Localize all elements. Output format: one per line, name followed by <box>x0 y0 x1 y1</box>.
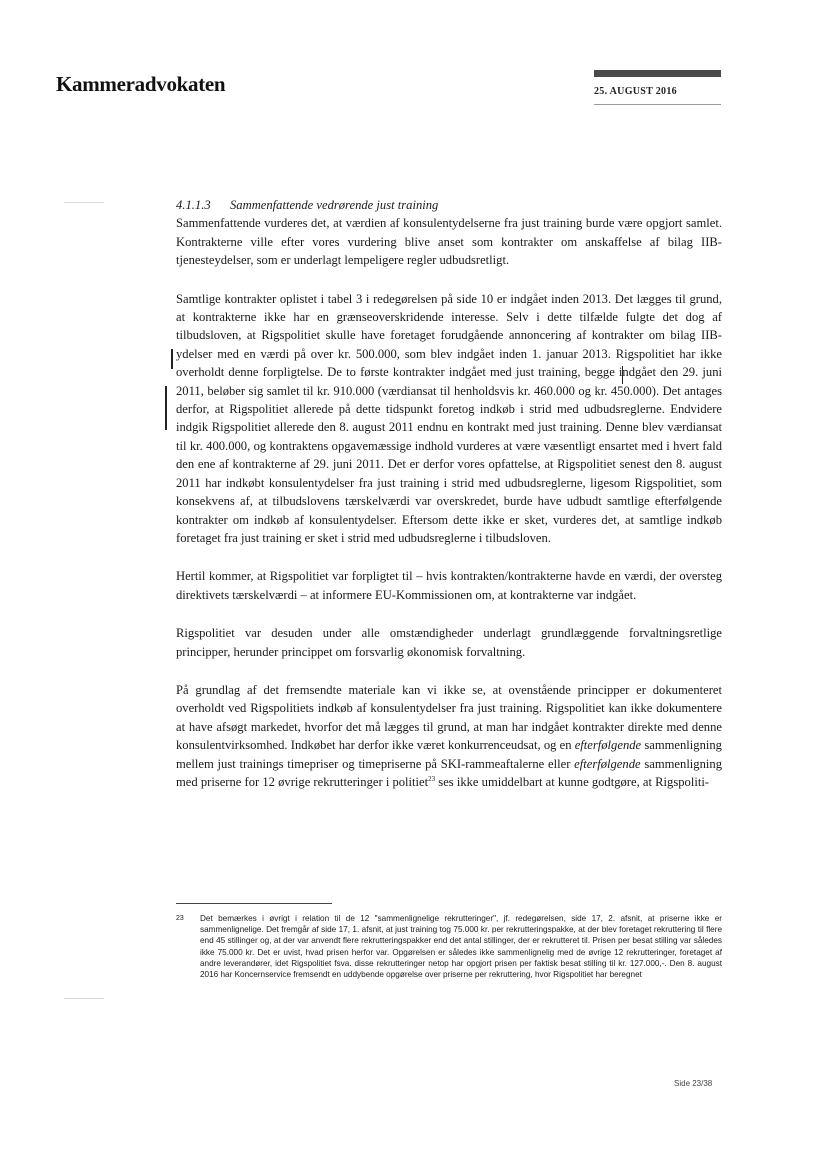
paragraph-principles: Rigspolitiet var desuden under alle omstændigheder underlagt grundlæggende forvaltningsretlige principper, herunder princippet om forsvarlig økonomisk forvaltning. <box>176 626 722 659</box>
page-number: Side 23/38 <box>674 1079 713 1088</box>
section-title: Sammenfattende vedrørende just training <box>230 198 439 212</box>
paragraph-contracts: Samtlige kontrakter oplistet i tabel 3 i redegørelsen på side 10 er indgået inden 2013. Det lægges til grund, at kontrakterne ikke har en grænseoverskridende interesse. Selv i dette tilfælde fulgte det dog af tilbudsloven, at Rigspolitiet skulle have foretaget forudgående annoncering af kontrakter om bilag IIB-ydelser med en værdi på over kr. 500.000, som blev indgået inden 1. januar 2013. Rigspolitiet har ikke overholdt denne forpligtelse. De to første kontrakter indgået med just training, begge indgået den 29. juni 2011, beløber sig samlet til kr. 910.000 (værdiansat til henholdsvis kr. 460.000 og kr. 450.000). Det antages derfor, at Rigspolitiet allerede på dette tidspunkt foretog indkøb i strid med udbudsreglerne. Endvidere indgik Rigspolitiet allerede den 8. august 2011 endnu en kontrakt med just training. Denne blev værdiansat til kr. 400.000, og kontraktens opgavemæssige indhold vurderes at være væsentligt ensartet med i hvert fald den ene af kontrakterne af 29. juni 2011. Det er derfor vores opfattelse, at Rigspolitiet senest den 8. august 2011 har indkøbt konsulentydelser fra just training i strid med udbudsreglerne, ligesom Rigspolitiet, som konsekvens af, at tilbudslovens tærskelværdi var overskredet, burde have udbudt samtlige efterfølgende kontrakter om indkøb af konsulentydelser. Eftersom dette ikke er sket, vurderes det, at samtlige indkøb foretaget fra just training er sket i strid med udbudsreglerne i tilbudsloven. <box>176 291 722 545</box>
footnote-rule <box>176 903 332 904</box>
header-rule <box>594 104 721 105</box>
header-date-bar <box>594 70 721 77</box>
change-bar <box>165 386 167 430</box>
paragraph-eu-commission: Hertil kommer, at Rigspolitiet var forpligtet til – hvis kontrakten/kontrakterne havde en værdi, der oversteg direktivets tærskelværdi – at informere EU-Kommissionen om, at kontrakterne var indgået. <box>176 569 722 602</box>
section-number: 4.1.1.3 <box>176 198 211 212</box>
text-run: sammenligning med priserne for 12 øvrige rekrutteringer i politiet <box>176 756 722 789</box>
main-content <box>176 196 722 811</box>
margin-mark <box>64 998 104 999</box>
header-date: 25. AUGUST 2016 <box>594 86 677 97</box>
margin-mark <box>64 202 104 203</box>
section-heading <box>176 196 722 214</box>
kammeradvokaten-logo: Kammeradvokaten <box>56 72 226 96</box>
emphasis: efterfølgende <box>574 738 642 753</box>
paragraph-conclusion <box>176 681 722 791</box>
emphasis: efterfølgende <box>574 756 641 771</box>
footnote <box>176 913 722 980</box>
paragraph-summary: Sammenfattende vurderes det, at værdien af konsulentydelserne fra just training burde være opgjort samlet. Kontrakterne ville efter vores vurdering blive anset som kontrakter om anskaffelse af bilag IIB-tjenesteydelser, som er underlagt lempeligere regler udbudsretligt. <box>176 216 722 268</box>
footnote-number: 23 <box>176 915 184 922</box>
footnote-reference[interactable]: 23 <box>428 774 436 783</box>
text-run: sammenligning mellem just trainings timepriser og timepriserne på SKI-rammeaftalerne eller <box>176 738 722 771</box>
change-bar <box>171 349 173 369</box>
text-run: På grundlag af det fremsendte materiale kan vi ikke se, at ovenstående principper er dokumenteret overholdt ved Rigspolitiets indkøb af konsulentydelser fra just training. Rigspolitiet kan ikke dokumentere at have afsøgt markedet, hvorfor det må lægges til grund, at man har indgået kontrakter direkte med denne konsulentvirksomhed. Indkøbet har derfor ikke været konkurrenceudsat, og en <box>176 682 722 753</box>
text-run: ses ikke umiddelbart at kunne godtgøre, at Rigspoliti- <box>435 774 710 789</box>
footnote-text: Det bemærkes i øvrigt i relation til de 12 "sammenlignelige rekrutteringer", jf. redegørelsen, side 17, 2. afsnit, at priserne ikke er sammenlignelige. Det fremgår af side 17, 1. afsnit, at just training tog 75.000 kr. per rekrutteringspakke, at der blev foretaget rekruttering til flere end 45 stillinger og, at der var anvendt flere rekrutteringspakker end det antal stillinger, der er rekrutteret til. Prisen per besat stilling var således ikke 75.000 kr. Det er uvist, hvad prisen herfor var. Opgørelsen er således ikke sammenlignelig med de øvrige 12 rekrutteringer, foretaget af andre leverandører, idet Rigspolitiet fsva. disse rekrutteringer netop har opgjort prisen per faktisk besat stilling til kr. 127.000,-. Den 8. august 2016 har Koncernservice fremsendt en uddybende opgørelse over priserne per rekruttering, hvor Rigspolitiet har beregnet <box>200 914 722 980</box>
